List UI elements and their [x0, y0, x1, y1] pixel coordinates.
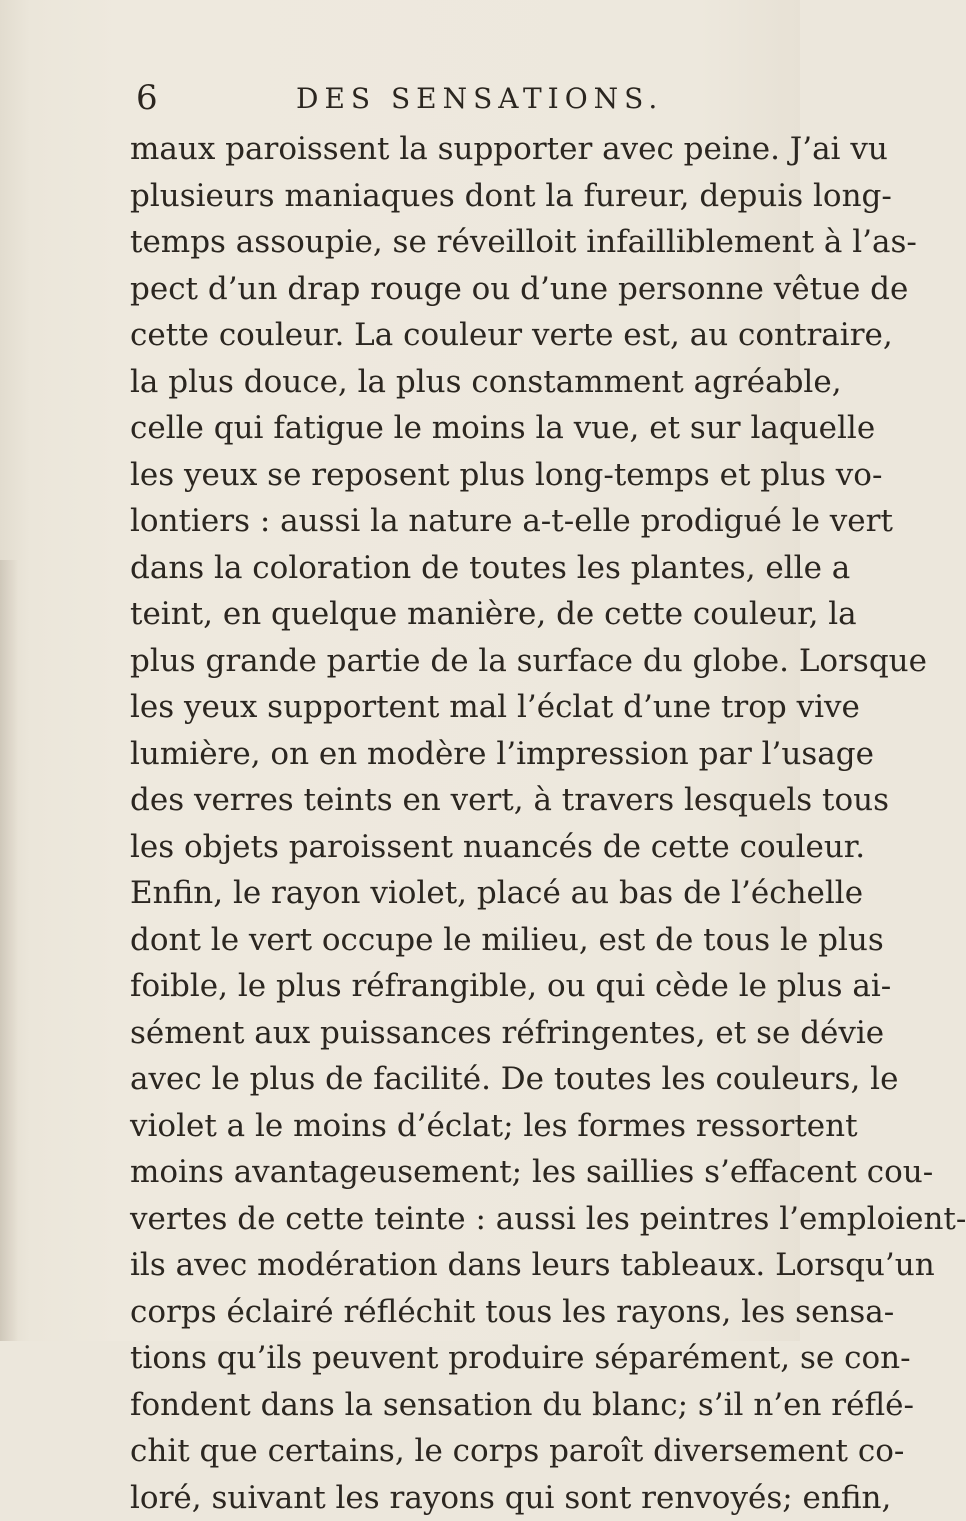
text-line: violet a le moins d’éclat; les formes ressortent — [130, 1103, 770, 1150]
text-line: temps assoupie, se réveilloit infailliblement à l’as- — [130, 219, 770, 266]
running-title: DES SENSATIONS. — [296, 80, 663, 118]
text-line: avec le plus de facilité. De toutes les couleurs, le — [130, 1056, 770, 1103]
text-line: vertes de cette teinte : aussi les peintres l’emploient- — [130, 1196, 770, 1243]
page-edge-shadow — [0, 560, 18, 1341]
text-line: des verres teints en vert, à travers lesquels tous — [130, 777, 770, 824]
text-line: lumière, on en modère l’impression par l’usage — [130, 731, 770, 778]
text-line: les yeux supportent mal l’éclat d’une trop vive — [130, 684, 770, 731]
text-line: les yeux se reposent plus long-temps et plus vo- — [130, 452, 770, 499]
text-line: sément aux puissances réfringentes, et se dévie — [130, 1010, 770, 1057]
text-line: teint, en quelque manière, de cette couleur, la — [130, 591, 770, 638]
text-line: dans la coloration de toutes les plantes, elle a — [130, 545, 770, 592]
text-line: maux paroissent la supporter avec peine. J’ai vu — [130, 126, 770, 173]
text-line: tions qu’ils peuvent produire séparément, se con- — [130, 1335, 770, 1382]
text-line: celle qui fatigue le moins la vue, et sur laquelle — [130, 405, 770, 452]
text-line: plus grande partie de la surface du globe. Lorsque — [130, 638, 770, 685]
text-line: foible, le plus réfrangible, ou qui cède le plus ai- — [130, 963, 770, 1010]
page-header — [136, 78, 696, 118]
text-line: corps éclairé réfléchit tous les rayons, les sensa- — [130, 1289, 770, 1336]
text-line: Enfin, le rayon violet, placé au bas de l’échelle — [130, 870, 770, 917]
page-number: 6 — [136, 78, 158, 118]
text-line: lontiers : aussi la nature a-t-elle prodigué le vert — [130, 498, 770, 545]
text-line: cette couleur. La couleur verte est, au contraire, — [130, 312, 770, 359]
text-line: pect d’un drap rouge ou d’une personne vêtue de — [130, 266, 770, 313]
text-line: fondent dans la sensation du blanc; s’il n’en réflé- — [130, 1382, 770, 1429]
text-line: chit que certains, le corps paroît diversement co- — [130, 1428, 770, 1475]
text-line: dont le vert occupe le milieu, est de tous le plus — [130, 917, 770, 964]
text-line: moins avantageusement; les saillies s’effacent cou- — [130, 1149, 770, 1196]
text-line: les objets paroissent nuancés de cette couleur. — [130, 824, 770, 871]
text-line: plusieurs maniaques dont la fureur, depuis long- — [130, 173, 770, 220]
text-line: loré, suivant les rayons qui sont renvoyés; enfin, — [130, 1475, 770, 1521]
text-line: ils avec modération dans leurs tableaux. Lorsqu’un — [130, 1242, 770, 1289]
text-line: la plus douce, la plus constamment agréable, — [130, 359, 770, 406]
body-text — [130, 126, 770, 1521]
